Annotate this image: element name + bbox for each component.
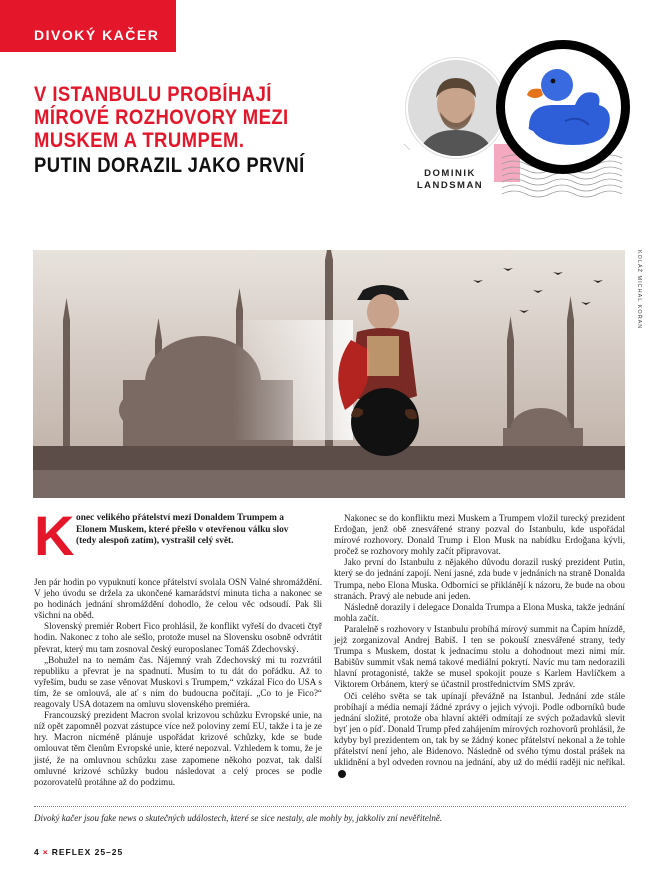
section-tag <box>0 0 176 52</box>
footnote-divider <box>34 806 626 807</box>
paragraph: Nakonec se do konfliktu mezi Muskem a Trumpem vložil turecký prezident Erdoğan, jenž obě znesvářené strany pozval do Istanbulu, kde uspořádal mírové rozhovory. Donald Trump i Elon Musk na nabídku Erdoğana kývli, pročež se rozhovory mohly začít připravovat. <box>334 513 625 557</box>
photo-credit <box>630 250 644 330</box>
headline <box>34 83 368 177</box>
magazine-issue: REFLEX 25–25 <box>51 847 124 857</box>
paragraph: Paralelně s rozhovory v Istanbulu probíhá mírový summit na Čapím hnízdě, jejž zorganizoval Andrej Babiš. I ten se pokouší znesvářené strany, tedy Trumpa s Muskem, dostat k jednacímu stolu a dohodnout mezi nimi mír. Babišův summit však nemá takové mediální pokrytí. Navíc mu tam nedorazili hlavní protagonisté, takže se musel spokojit pouze s Karlem Havlíčkem a Viktorem Orbánem, který se účastnil prostřednictvím SMS zpráv. <box>334 623 625 690</box>
author-first-name: DOMINIK <box>424 168 476 179</box>
paragraph-last <box>334 691 625 780</box>
dropcap: K <box>34 504 75 567</box>
article-column-right <box>334 513 625 779</box>
paragraph: Slovenský premiér Robert Fico prohlásil, že konflikt vyřeší do dvaceti čtyř hodin. Nakonec z toho ale sešlo, protože musel na Slovensku osobně odvrátit převrat, který mu tam zosnoval český europoslanec Tomáš Zdechovský. <box>34 621 322 654</box>
footnote: Divoký kačer jsou fake news o skutečných událostech, které se sice nestaly, ale mohly by, jakkoliv zní nevěřitelně. <box>34 813 443 823</box>
lead-block <box>34 504 322 575</box>
avatar <box>408 60 504 156</box>
author-name <box>400 168 500 192</box>
lead-text: onec velikého přátelství mezi Donaldem Trumpem a Elonem Muskem, které přešlo v otevřenou válku slov (tedy alespoň zatím), vystrašil celý svět. <box>76 513 289 547</box>
headline-line-4: PUTIN DORAZIL JAKO PRVNÍ <box>34 154 305 177</box>
photo-credit-text: KOLÁŽ MICHAL KOŘAN <box>636 250 642 330</box>
paragraph: Jako první do Istanbulu z nějakého důvodu dorazil ruský prezident Putin, který se do jednání zapojí. Není jasné, zda bude v jednáních na straně Donalda Trumpa, nebo Elona Muska. Odborníci se přiklánějí k názoru, že bude na obou stranách. Pravý ale nebude ani jeden. <box>334 557 625 601</box>
paragraph: „Bohužel na to nemám čas. Nájemný vrah Zdechovský mi tu rozvrátil republiku a převrat je na spadnutí. Musím to tu dát do pořádku. Až to vyřeším, budu se zase věnovat Muskovi s Trumpem,“ vzkázal Fico do USA s tím, že se omlouvá, ale ať s ním do budoucna počítají. „Co to je Fico?“ reagovaly USA dotazem na omluvu slovenského premiéra. <box>34 654 322 710</box>
folio-x-icon: × <box>42 847 49 857</box>
headline-line-2: MÍROVÉ ROZHOVORY MEZI <box>34 106 289 129</box>
duck-icon <box>505 49 621 165</box>
folio <box>34 847 123 857</box>
paragraph: Francouzský prezident Macron svolal krizovou schůzku Evropské unie, na níž opět zapomněl pozvat zástupce více než poloviny zemí EU, takže i ta je ze hry. Macron nicméně plánuje uspořádat krizové schůzky, kde se bude omlouvat těm členům Evropské unie, které nepozval. Vzhledem k tomu, že je jisté, že na omluvnou schůzku zase zapomene někoho pozvat, tak další omluvné krizové schůzky budou následovat a celý proces se podle pozorovatelů protáhne až do podzimu. <box>34 710 322 787</box>
paragraph: Následně dorazily i delegace Donalda Trumpa a Elona Muska, takže jednání mohla začít. <box>334 601 625 623</box>
article-column-left <box>34 504 322 788</box>
author-last-name: LANDSMAN <box>416 180 484 191</box>
collage-photo <box>33 250 625 498</box>
section-label: DIVOKÝ KAČER <box>34 27 160 43</box>
author-portrait <box>406 58 506 158</box>
page-number: 4 <box>34 847 40 857</box>
paragraph-last-text: Oči celého světa se tak upínají převážně na Istanbul. Jednání zde stále probíhají a média nemají žádné zprávy o jejich vývoji. Podle odborníků bude jednání složité, protože oba hlavní aktéři odmítají ze svých požadavků slevit byť jen o píď. Donald Trump před zahájením mírových rozhovorů prohlásil, že kdyby byl prezidentem on, tak by se žádný konec přátelství nekonal a že tohle přátelství není jeho, ale Bidenovo. Následně od svého týmu dostal prášek na uklidnění a byl odveden rovnou na jednání, aby už do médií raději nic neříkal. <box>334 690 625 768</box>
close-x-icon: × <box>338 770 346 778</box>
headline-line-3: MUSKEM A TRUMPEM. <box>34 129 245 152</box>
paragraph: Jen pár hodin po vypuknutí konce přátelství svolala OSN Valné shromáždění. V jeho úvodu se držela za ukončené kamarádství minuta ticha a nakonec se po hodinách jednání shromáždění dohodlo, že celou věc odsoudí. Pak šli všichni na oběd. <box>34 577 322 621</box>
headline-line-1: V ISTANBULU PROBÍHAJÍ <box>34 83 272 106</box>
duck-logo <box>496 40 630 174</box>
istanbul-collage <box>33 250 625 498</box>
